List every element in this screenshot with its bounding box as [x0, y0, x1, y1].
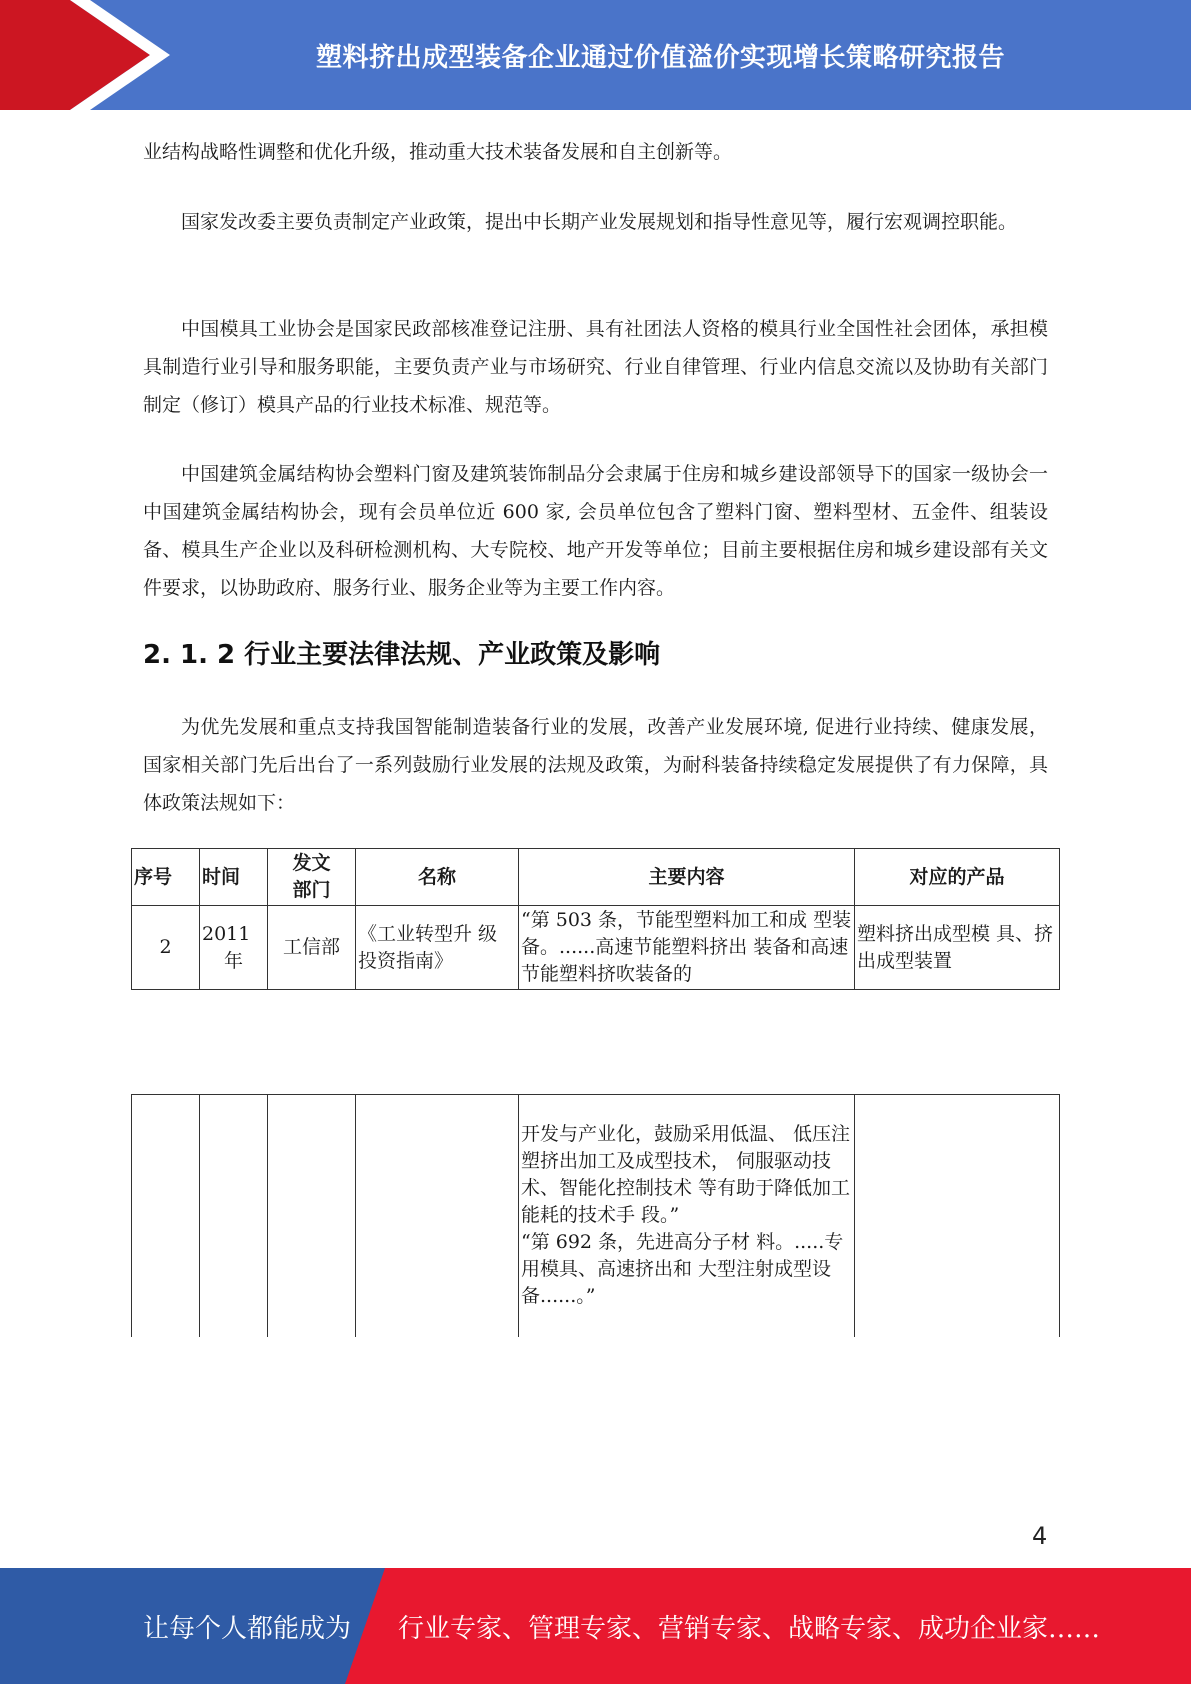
header-dept-line2: 部门 [292, 879, 331, 901]
cell-content: “第 503 条，节能型塑料加工和成 型装备。......高速节能塑料挤出 装备和高速节能塑料挤吹装备的 [519, 906, 855, 990]
table-header-row [132, 849, 1060, 906]
paragraph-ndrc: 国家发改委主要负责制定产业政策，提出中长期产业发展规划和指导性意见等，履行宏观调控职能。 [181, 211, 1018, 233]
cell-no: 2 [132, 906, 200, 990]
header-name: 名称 [356, 849, 519, 906]
cell-empty [855, 1095, 1060, 1338]
policy-table-continued [131, 1094, 1060, 1337]
page-header [0, 0, 1191, 110]
header-time: 时间 [200, 849, 268, 906]
report-title: 塑料挤出成型装备企业通过价值溢价实现增长策略研究报告 [315, 42, 1005, 73]
footer-slogan-right: 行业专家、管理专家、营销专家、战略专家、成功企业家…… [398, 1613, 1101, 1644]
cell-empty [132, 1095, 200, 1338]
cell-name: 《工业转型升 级投资指南》 [356, 906, 519, 990]
header-product: 对应的产品 [855, 849, 1060, 906]
cell-product: 塑料挤出成型模 具、挤出成型装置 [855, 906, 1060, 990]
header-dept-line1: 发文 [292, 852, 331, 874]
content-continued-2: “第 692 条，先进高分子材 料。.....专用模具、高速挤出和 大型注射成型设备......。” [521, 1231, 844, 1307]
cell-dept: 工信部 [268, 906, 356, 990]
cell-time [200, 906, 268, 990]
cell-content-continued [519, 1095, 855, 1338]
paragraph-mould-association: 中国模具工业协会是国家民政部核准登记注册、具有社团法人资格的模具行业全国性社会团体，承担模具制造行业引导和服务职能，主要负责产业与市场研究、行业自律管理、行业内信息交流以及协助有关部门制定（修订）模具产品的行业技术标准、规范等。 [143, 318, 1048, 416]
cell-time-line2: 年 [224, 949, 244, 972]
header-no: 序号 [132, 849, 200, 906]
content-continued-1: 开发与产业化，鼓励采用低温、 低压注塑挤出加工及成型技术， 伺服驱动技术、智能化控制技术 等有助于降低加工能耗的技术手 段。” [521, 1123, 851, 1226]
policy-table [131, 848, 1060, 990]
table-row [132, 1095, 1060, 1338]
section-intro: 为优先发展和重点支持我国智能制造装备行业的发展，改善产业发展环境, 促进行业持续、健康发展，国家相关部门先后出台了一系列鼓励行业发展的法规及政策，为耐科装备持续稳定发展提供了有力保障，具体政策法规如下： [143, 716, 1048, 814]
header-dept [268, 849, 356, 906]
page-footer [0, 1568, 1191, 1684]
cell-empty [356, 1095, 519, 1338]
cell-time-line1: 2011 [202, 922, 251, 945]
page-number: 4 [1032, 1522, 1048, 1550]
paragraph-metal-structure-association: 中国建筑金属结构协会塑料门窗及建筑装饰制品分会隶属于住房和城乡建设部领导下的国家一级协会一中国建筑金属结构协会，现有会员单位近 600 家, 会员单位包含了塑料门窗、塑料型材、五金件、组装设备、模具生产企业以及科研检测机构、大专院校、地产开发等单位；目前主要根据住房和城乡建设部有关文件要求，以协助政府、服务行业、服务企业等为主要工作内容。 [143, 463, 1048, 599]
header-content: 主要内容 [519, 849, 855, 906]
cell-empty [268, 1095, 356, 1338]
header-red-arrow [0, 0, 150, 110]
table-row [132, 906, 1060, 990]
cell-empty [200, 1095, 268, 1338]
footer-slogan-left: 让每个人都能成为 [143, 1613, 352, 1644]
paragraph-continued: 业结构战略性调整和优化升级，推动重大技术装备发展和自主创新等。 [143, 141, 733, 163]
section-heading: 2. 1. 2 行业主要法律法规、产业政策及影响 [143, 640, 661, 670]
